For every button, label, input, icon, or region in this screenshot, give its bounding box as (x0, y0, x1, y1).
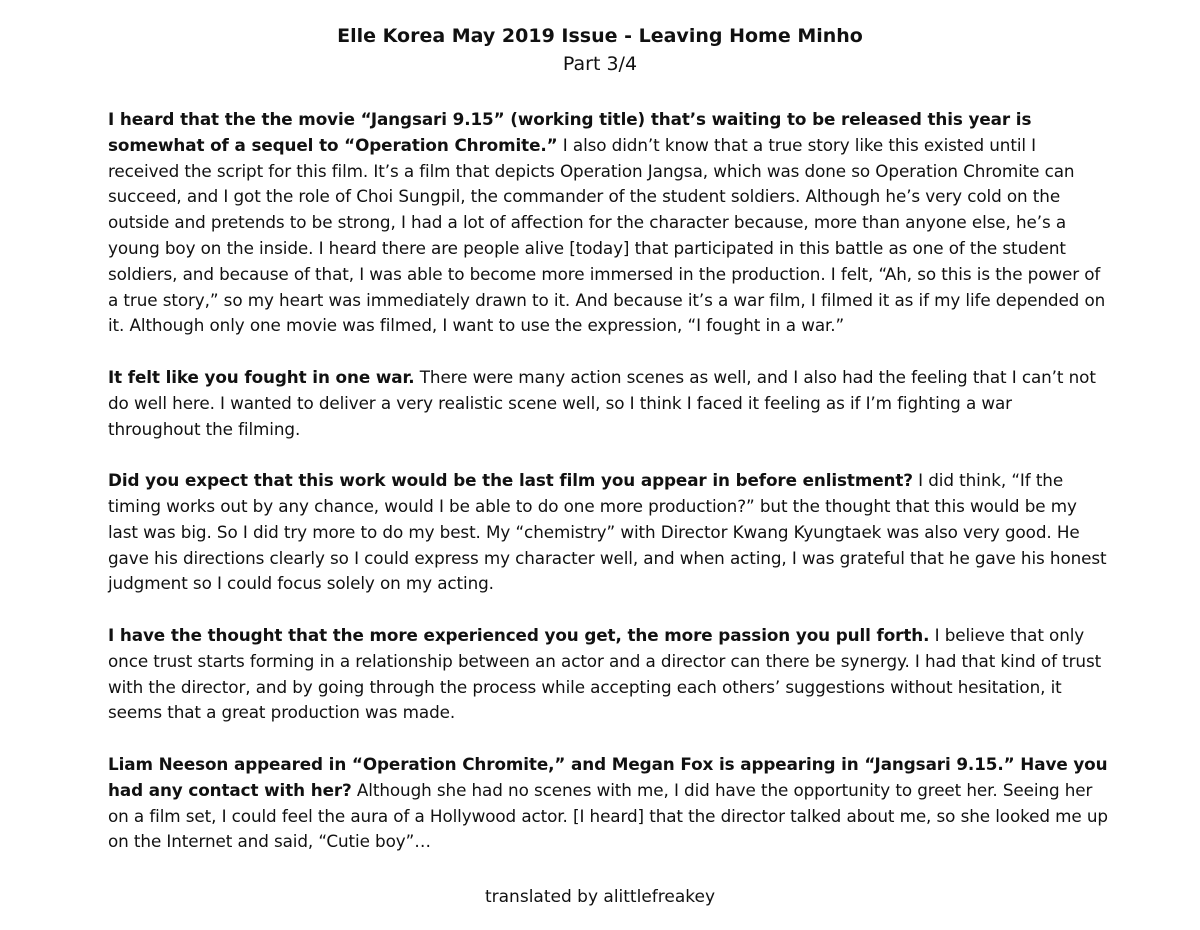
interview-question: It felt like you fought in one war. (108, 366, 415, 387)
interview-answer: There were many action scenes as well, and I also had the feeling that I can’t not do well here. I wanted to deliver a very realistic scene well, so I think I faced it feeling as if I’m fighting a war throughout the filming. (108, 366, 1096, 439)
document-header (0, 22, 1200, 78)
translator-credit: translated by alittlefreakey (484, 887, 716, 907)
interview-answer: I believe that only once trust starts forming in a relationship between an actor and a director can there be synergy. I had that kind of trust with the director, and by going through the process while accepting each others’ suggestions without hesitation, it seems that a great production was made. (108, 624, 1102, 723)
interview-answer: Although she had no scenes with me, I did have the opportunity to greet her. Seeing her on a film set, I could feel the aura of a Hollywood actor. [I heard] that the director talked about me, so she looked me up on the Internet and said, “Cutie boy”… (108, 779, 1108, 852)
interview-body (108, 107, 1108, 881)
interview-paragraph-2 (108, 365, 1108, 442)
interview-question: Liam Neeson appeared in “Operation Chromite,” and Megan Fox is appearing in “Jangsari 9.15.” Have you had any contact with her? (108, 753, 1108, 800)
document-title: Elle Korea May 2019 Issue - Leaving Home Minho (337, 25, 863, 47)
interview-answer: I also didn’t know that a true story like this existed until I received the script for this film. It’s a film that depicts Operation Jangsa, which was done so Operation Chromite can succeed, and I got the role of Choi Sungpil, the commander of the student soldiers. Although he’s very cold on the outside and pretends to be strong, I had a lot of affection for the character because, more than anyone else, he’s a young boy on the inside. I heard there are people alive [today] that participated in this battle as one of the student soldiers, and because of that, I was able to become more immersed in the production. I felt, “Ah, so this is the power of a true story,” so my heart was immediately drawn to it. And because it’s a war film, I filmed it as if my life depended on it. Although only one movie was filmed, I want to use the expression, “I fought in a war.” (108, 134, 1106, 336)
interview-question: I heard that the the movie “Jangsari 9.15” (working title) that’s waiting to be released this year is somewhat of a sequel to “Operation Chromite.” (108, 109, 1032, 155)
interview-answer: I did think, “If the timing works out by any chance, would I be able to do one more production?” but the thought that this would be my last was big. So I did try more to do my best. My “chemistry” with Director Kwang Kyungtaek was also very good. He gave his directions clearly so I could express my character well, and when acting, I was grateful that he gave his honest judgment so I could focus solely on my acting. (108, 470, 1107, 594)
interview-paragraph-5 (108, 752, 1108, 855)
part-indicator: Part 3/4 (562, 53, 638, 75)
interview-question: Did you expect that this work would be the last film you appear in before enlistment? (108, 470, 913, 491)
interview-paragraph-3 (108, 468, 1108, 597)
interview-paragraph-1 (108, 107, 1108, 339)
interview-paragraph-4 (108, 623, 1108, 726)
interview-question: I have the thought that the more experienced you get, the more passion you pull forth. (108, 624, 930, 645)
